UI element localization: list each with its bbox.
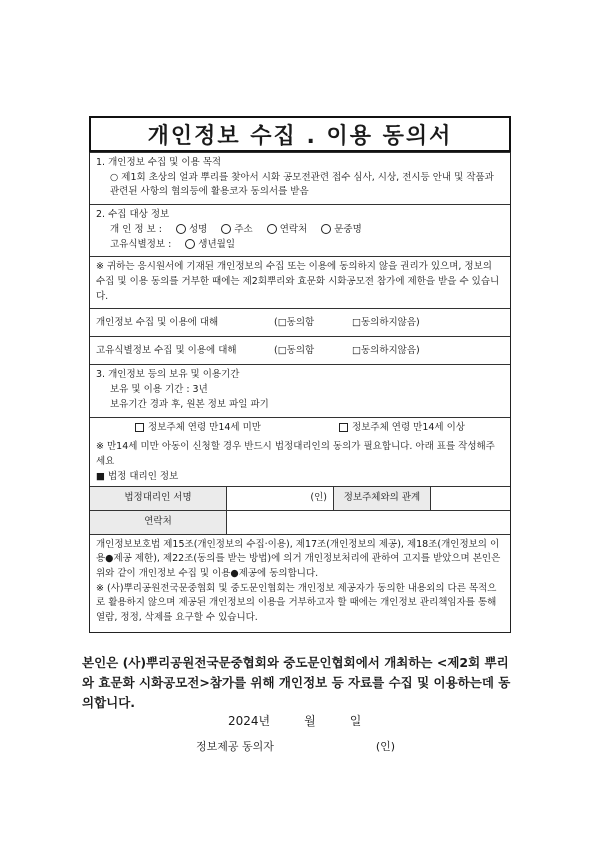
agree-row-unique — [90, 336, 510, 364]
date-year: 2024년 — [228, 714, 271, 728]
guardian-info-heading: ■ 법정 대리인 정보 — [96, 470, 179, 482]
personal-info-row — [96, 223, 504, 238]
age-over14-option[interactable]: 정보주체 연령 만14세 이상 — [339, 421, 465, 436]
guardian-notice — [90, 438, 510, 485]
title-box — [89, 116, 511, 152]
guardian-contact-row — [90, 510, 510, 534]
guardian-signature-row — [90, 486, 510, 510]
radio-circle-icon — [221, 224, 231, 234]
guardian-contact-field[interactable] — [227, 511, 510, 534]
consent-signature-line — [196, 738, 395, 754]
radio-circle-icon — [321, 224, 331, 234]
agree-checkbox[interactable]: (□동의함 — [274, 344, 315, 356]
purpose-text: ○ 제1회 초상의 얼과 뿌리를 찾아서 시화 공모전관련 접수 심사, 시상, 전시등 안내 및 작품과 관련된 사항의 협의등에 활용코자 동의서를 받음 — [110, 171, 494, 198]
consent-statement: 본인은 (사)뿌리공원전국문중협회와 중도문인협회에서 개최하는 <제2회 뿌리와 효문화 시화공모전>참가를 위해 개인정보 등 자료를 수집 및 이용하는데 동의합니다. — [82, 655, 511, 710]
option-contact[interactable]: 연락처 — [267, 223, 308, 238]
guardian-contact-label: 연락처 — [90, 511, 227, 534]
consent-form-table — [89, 152, 511, 633]
purpose-section — [90, 152, 510, 204]
retention-section — [90, 364, 510, 416]
law-text: 개인정보보호법 제15조(개인정보의 수집·이용), 제17조(개인정보의 제공), 제18조(개인정보의 이용●제공 제한), 제22조(동의를 받는 방법)에 의거 개인정보처리에 관하여 고지를 받았으며 본인은 위와 같이 개인정보 수집 및 이용●제공에 동의합니다. — [96, 538, 501, 579]
option-name[interactable]: 성명 — [176, 223, 207, 238]
checkbox-icon — [135, 423, 144, 432]
unique-info-row — [96, 238, 504, 253]
legal-notes — [90, 534, 510, 632]
agree-label: 개인정보 수집 및 이용에 대해 — [96, 316, 219, 328]
consenter-label: 정보제공 동의자 — [196, 740, 274, 753]
guardian-signature-field[interactable] — [227, 487, 334, 510]
radio-circle-icon — [267, 224, 277, 234]
agree-label: 고유식별정보 수집 및 이용에 대해 — [96, 344, 237, 356]
relation-label: 정보주체와의 관계 — [334, 487, 431, 510]
disagree-checkbox[interactable]: □동의하지않음) — [352, 316, 420, 328]
retention-period: 보유 및 이용 기간 : 3년 — [110, 384, 208, 396]
consenter-seal[interactable]: (인) — [375, 740, 396, 753]
checkbox-icon — [339, 423, 348, 432]
option-clan-name[interactable]: 문중명 — [321, 223, 362, 238]
relation-field[interactable] — [431, 487, 510, 510]
date-day: 일 — [349, 714, 362, 728]
agree-row-personal — [90, 308, 510, 336]
retention-heading: 3. 개인정보 등의 보유 및 이용기간 — [96, 369, 240, 381]
age-under14-option[interactable]: 정보주체 연령 만14세 미만 — [135, 421, 261, 436]
unique-info-label: 고유식별정보 : — [110, 238, 172, 250]
guardian-notice-text: ※ 만14세 미만 아동이 신청할 경우 반드시 법정대리인의 동의가 필요합니다. 아래 표를 작성해주세요 — [96, 441, 495, 468]
seal-mark: (인) — [310, 491, 327, 503]
personal-info-label: 개 인 정 보 : — [110, 223, 162, 235]
agree-checkbox[interactable]: (□동의함 — [274, 316, 315, 328]
purpose-heading: 1. 개인정보 수집 및 이용 목적 — [96, 157, 222, 168]
retention-after: 보유기간 경과 후, 원본 정보 파일 파기 — [110, 398, 269, 410]
page-title: 개인정보 수집 . 이용 동의서 — [147, 123, 453, 149]
collected-info-section — [90, 204, 510, 256]
collected-info-heading: 2. 수집 대상 정보 — [96, 209, 170, 221]
guardian-signature-label: 법정대리인 서명 — [90, 487, 227, 510]
age-row — [90, 417, 510, 439]
option-birthdate[interactable]: 생년월일 — [185, 238, 235, 253]
disagree-checkbox[interactable]: □동의하지않음) — [352, 344, 420, 356]
rights-text: ※ (사)뿌리공원전국문중협회 및 중도문인협회는 개인정보 제공자가 동의한 내용외의 다른 목적으로 활용하지 않으며 제공된 개인정보의 이용을 거부하고자 할 때에는 개인정보 관리책임자를 통해 열람, 정정, 삭제를 요구할 수 있습니다. — [96, 582, 497, 624]
date-line — [228, 712, 361, 729]
option-address[interactable]: 주소 — [221, 223, 252, 238]
radio-circle-icon — [176, 224, 186, 234]
date-month: 월 — [304, 714, 316, 728]
refusal-notice: ※ 귀하는 응시원서에 기재된 개인정보의 수집 또는 이용에 동의하지 않을 권리가 있으며, 정보의 수집 및 이용 동의를 거부한 때에는 제2회뿌리와 효문화 시화공모전 참가에 제한을 받을 수 있습니다. — [90, 256, 510, 308]
radio-circle-icon — [185, 239, 195, 249]
